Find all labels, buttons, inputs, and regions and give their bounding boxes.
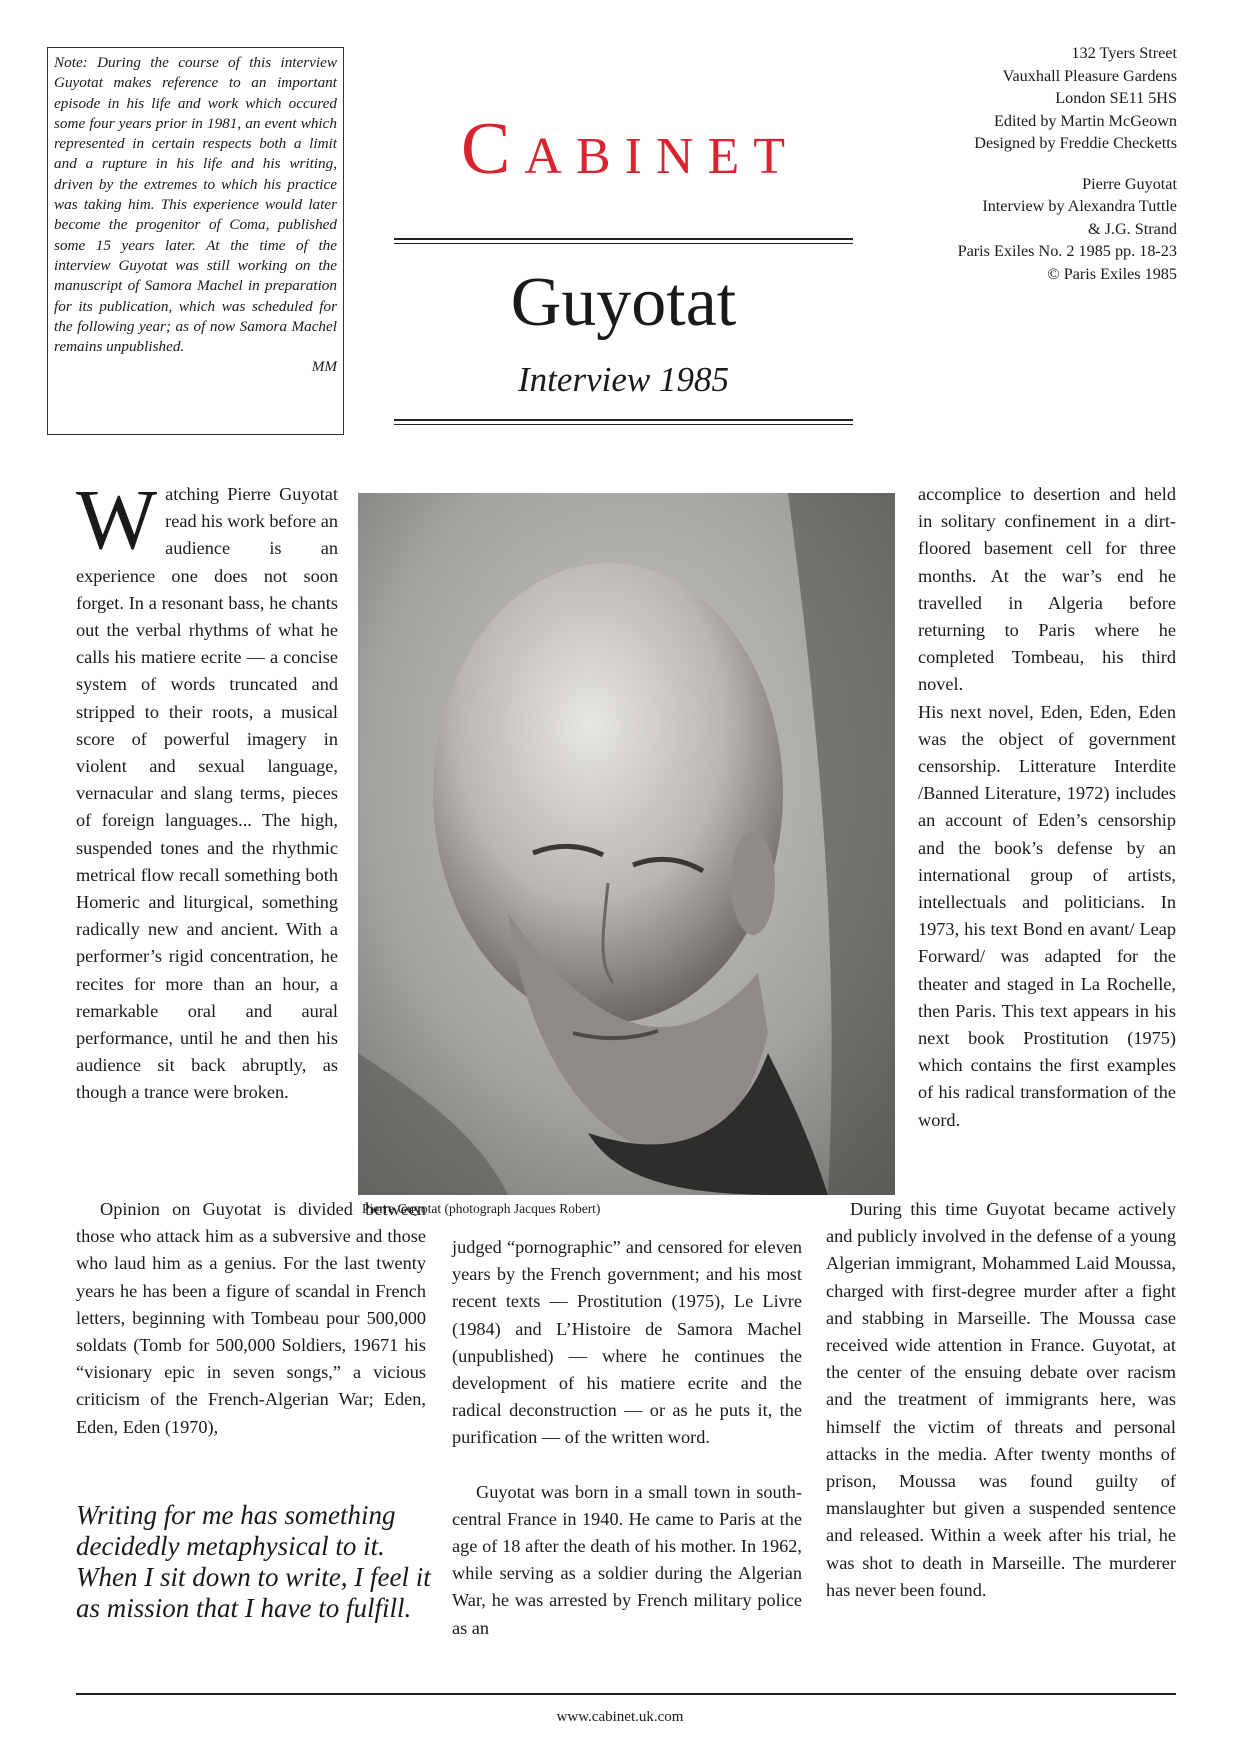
footer-url[interactable]: www.cabinet.uk.com (556, 1709, 684, 1725)
article-subtitle: Interview 1985 (518, 360, 729, 399)
pubinfo-address-line: Vauxhall Pleasure Gardens (1002, 66, 1177, 85)
editor-note-signature: MM (311, 358, 337, 376)
pubinfo-designer: Designed by Freddie Checketts (974, 134, 1177, 152)
footer-rule (76, 1693, 1176, 1695)
paragraph: accomplice to desertion and held in solitary confinement in a dirt-floored basement cell for three months. At the war’s end he travelled in Algeria before returning to Paris where he completed Tombeau, his third novel. (918, 484, 1176, 695)
title-rule-top (394, 238, 853, 244)
body-column-1-lower (76, 1196, 426, 1441)
paragraph: judged “pornographic” and censored for eleven years by the French government; and his most recent texts — Prostitution (1975), Le Livre (1984) and L’Histoire de Samora Machel (unpublished) — where he continues the development of his matiere ecrite and the radical deconstruction — or as he puts it, the purification — of the written word. (452, 1237, 802, 1448)
editor-note-text: Note: During the course of this interview Guyotat makes reference to an important episode in his life and work which occured some four years prior in 1981, an event which represented in certain respects both a limit and a rupture in his life and his writing, driven by the extremes to which his practice was taking him. This experience would later become the progenitor of Coma, published some 15 years later. At the time of the interview Guyotat was still working on the manuscript of Samora Machel in preparation for its publication, which was scheduled for the following year; as of now Samora Machel remains unpublished. (54, 54, 337, 356)
intro-paragraph: atching Pierre Guyotat read his work before an audience is an experience one does not soon forget. In a resonant bass, he chants out the verbal rhythms of what he calls his matiere ecrite — a concise system of words truncated and stripped to their roots, a musical score of powerful imagery in violent and sexual language, vernacular and slang terms, pieces of foreign languages... The high, suspended tones and the rhythmic metrical flow recall something both Homeric and liturgical, something radically new and ancient. With a performer’s rigid concentration, he recites for more than an hour, a remarkable oral and aural performance, until he and then his audience sit back abruptly, as though a trance were broken. (76, 484, 338, 1103)
body-column-2-lower (452, 1234, 802, 1642)
pull-quote: Writing for me has something decidedly metaphysical to it. When I sit down to write, I feel it as mission that I have to fulfill. (76, 1500, 431, 1623)
portrait-photo-image (358, 493, 895, 1195)
photo-caption: Pierre Guyotat (photograph Jacques Robert) (362, 1201, 601, 1216)
masthead-first-letter: C (461, 108, 525, 190)
pubinfo-source: Paris Exiles No. 2 1985 pp. 18-23 (957, 242, 1177, 260)
pubinfo-copyright: © Paris Exiles 1985 (1047, 264, 1177, 283)
drop-cap: W (76, 471, 158, 567)
paragraph: His next novel, Eden, Eden, Eden was the object of government censorship. Litterature Interdite /Banned Literature, 1972) includes an account of Eden’s censorship and the book’s defense by an international group of artists, intellectuals and politicians. In 1973, his text Bond en avant/ Leap Forward/ was adapted for the theater and staged in La Rochelle, then Paris. This text appears in his next book Prostitution (1975) which contains the first examples of his radical transformation of the word. (918, 701, 1176, 1130)
editor-note (47, 47, 344, 435)
portrait-photo (358, 493, 895, 1195)
title-rule-bottom (394, 419, 853, 425)
body-column-3-lower (826, 1196, 1176, 1604)
pubinfo-address-line: London SE11 5HS (1055, 89, 1177, 107)
article-title: Guyotat (510, 264, 737, 341)
pubinfo-interviewers: & J.G. Strand (1087, 219, 1177, 238)
publication-info (840, 42, 1177, 285)
paragraph: Opinion on Guyotat is divided between those who attack him as a subversive and those who laud him as a genius. For the last twenty years he has been a figure of scandal in French letters, beginning with Tombeau pour 500,000 soldats (Tomb for 500,000 Soldiers, 19671 his “visionary epic in seven songs,” a vicious criticism of the French-Algerian War; Eden, Eden, Eden (1970), (76, 1199, 426, 1437)
masthead-logo (400, 108, 860, 190)
masthead-rest: ABINET (524, 128, 799, 185)
pubinfo-subject: Pierre Guyotat (1082, 174, 1177, 193)
paragraph: Guyotat was born in a small town in south- central France in 1940. He came to Paris at the age of 18 after the death of his mother. In 1962, while serving as a soldier during the Algerian War, he was arrested by French military police as an (452, 1481, 802, 1638)
pubinfo-address-line: 132 Tyers Street (1071, 44, 1177, 62)
pubinfo-interviewers: Interview by Alexandra Tuttle (982, 197, 1177, 215)
body-column-3 (918, 481, 1176, 1134)
body-column-1 (76, 471, 338, 1107)
paragraph: During this time Guyotat became actively and publicly involved in the defense of a young Algerian immigrant, Mohammed Laid Moussa, charged with first-degree murder after a fight and stabbing in Marseille. The Moussa case received wide attention in France. Guyotat, at the center of the ensuing debate over racism and the treatment of immigrants here, was himself the victim of threats and personal attacks in the media. After twenty months of prison, Moussa was found guilty of manslaughter but given a suspended sentence and released. Within a week after his trial, he was shot to death in Marseille. The murderer has never been found. (826, 1199, 1176, 1600)
pubinfo-editor: Edited by Martin McGeown (994, 111, 1177, 130)
